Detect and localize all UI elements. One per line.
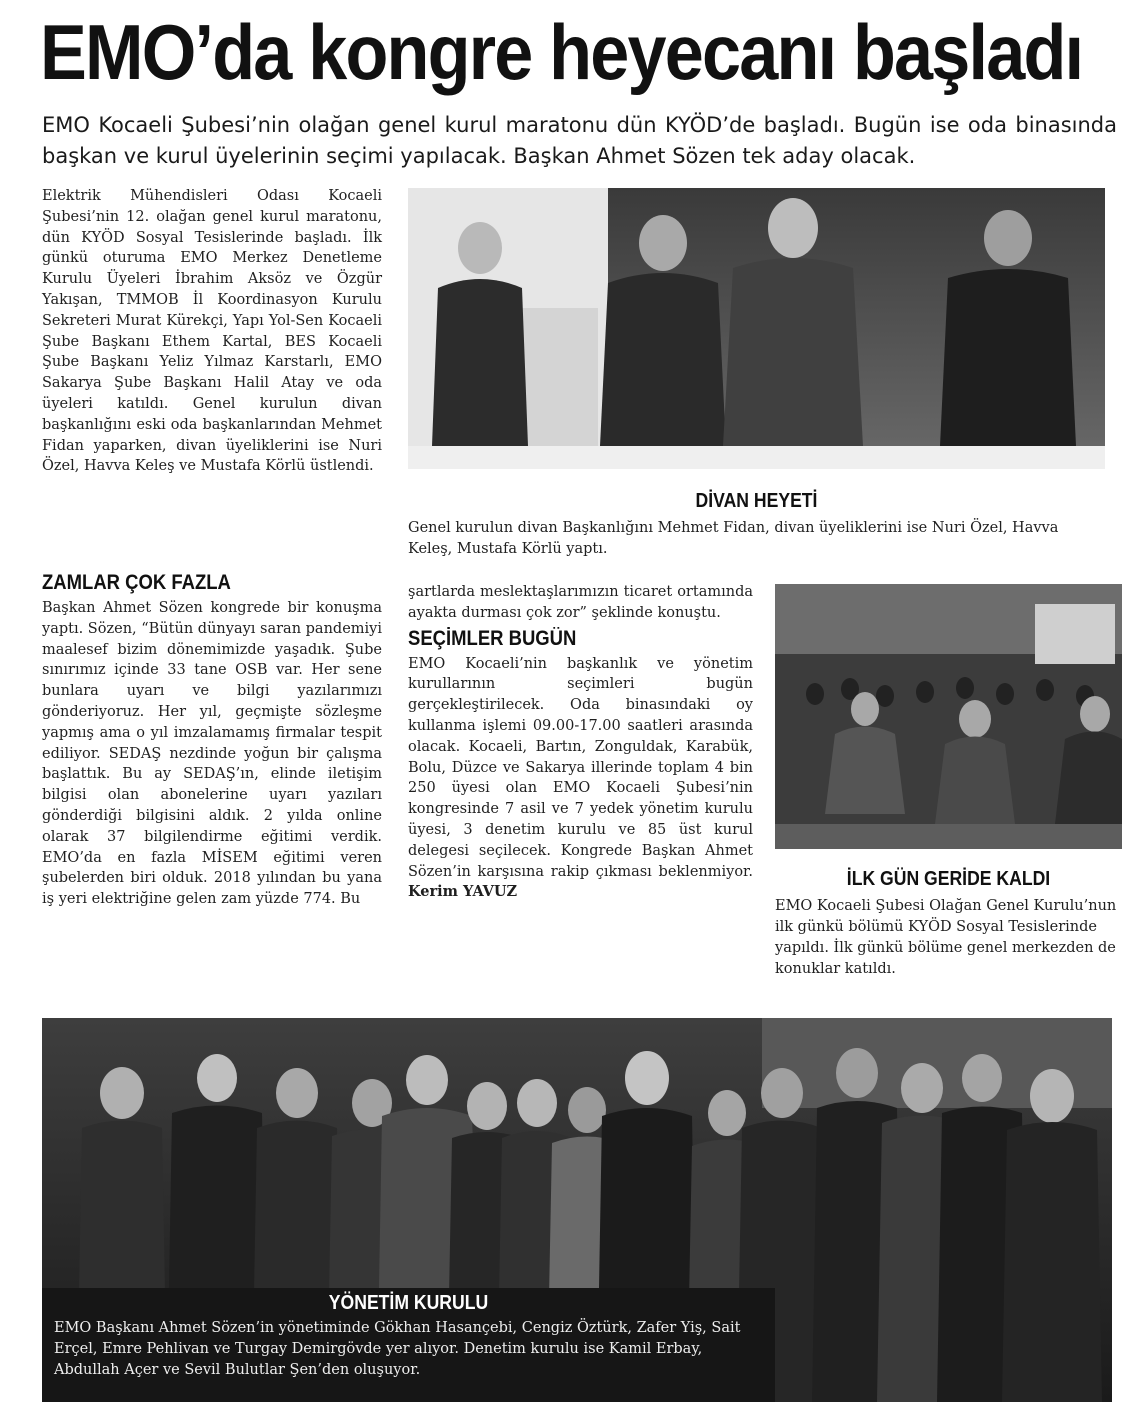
intro-paragraph: Elektrik Mühendisleri Odası Kocaeli Şubesi’nin 12. olağan genel kurul maratonu, dün KYÖD Sosyal Tesislerinde başladı. İlk günkü oturuma EMO Merkez Denetleme Kurulu Üyeleri İbrahim Aksöz ve Özgür Yakışan, TMMOB İl Koordinasyon Kurulu Sekreteri Murat Kürekçi, Yapı Yol-Sen Kocaeli Şube Başkanı Ethem Kartal, BES Kocaeli Şube Başkanı Yeliz Yılmaz Karstarlı, EMO Sakarya Şube Başkanı Halil Atay ve oda üyeleri katıldı. Genel kurulun divan başkanlığını eski oda başkanlarından Mehmet Fidan yaparken, divan üyeliklerini ise Nuri Özel, Havva Keleş ve Mustafa Körlü üstlendi. [42,188,382,475]
section2-title: SEÇİMLER BUGÜN [408,626,577,650]
author-byline: Kerim YAVUZ [408,883,518,901]
lede: EMO Kocaeli Şubesi’nin olağan genel kurul maratonu dün KYÖD’de başladı. Bugün ise oda binasında başkan ve kurul üyelerinin seçimi yapılacak. Başkan Ahmet Sözen tek aday olacak. [42,113,1117,168]
caption-yonetim-text: EMO Başkanı Ahmet Sözen’in yönetiminde Gökhan Hasançebi, Cengiz Öztürk, Zafer Yiş, Sait Erçel, Emre Pehlivan ve Turgay Demirgövde yer alıyor. Denetim kurulu ise Kamil Erbay, Abdullah Açer ve Sevil Bulutlar Şen’den oluşuyor. [54,1320,741,1378]
photo-ilk-gun-image [775,584,1122,849]
caption-ilk-gun [775,866,1122,980]
caption-yonetim-title: YÖNETİM KURULU [328,1292,489,1314]
photo-ilk-gun [775,584,1122,849]
caption-ilk-gun-text: EMO Kocaeli Şubesi Olağan Genel Kurulu’nun ilk günkü bölümü KYÖD Sosyal Tesislerinde yapıldı. İlk günkü bölüme genel merkezden de konuklar katıldı. [775,898,1117,977]
caption-yonetim [42,1288,775,1402]
section2-body: EMO Kocaeli’nin başkanlık ve yönetim kurullarının seçimleri bugün gerçekleştirilecek. Oda binasındaki oy kullanma işlemi 09.00-17.00 saatleri arasında olacak. Kocaeli, Bartın, Zonguldak, Karabük, Bolu, Düzce ve Sakarya illerinde toplam 4 bin 250 üyesi olan EMO Kocaeli Şubesi’nin kongresinde 7 asil ve 7 yedek yönetim kurulu üyesi, 3 denetim kurulu ve 85 üst kurul delegesi seçilecek. Kongrede Başkan Ahmet Sözen’in karşısına rakip çıkması beklenmiyor. [408,655,753,880]
caption-divan-text: Genel kurulun divan Başkanlığını Mehmet Fidan, divan üyeliklerini ise Nuri Özel, Havva Keleş, Mustafa Körlü yaptı. [408,520,1059,557]
caption-ilk-gun-title: İLK GÜN GERİDE KALDI [846,868,1051,890]
section1-text: Başkan Ahmet Sözen kongrede bir konuşma yaptı. Sözen, “Bütün dünyayı saran pandemiyi maalesef bizim dönemimizde yaşadık. Şube sınırımız içinde 33 tane OSB var. Her sene bunlara uyarı ve bilgi yazılarımızı gönderiyoruz. Her yıl, geçmişte sözleşme yapmış ama o yıl imzalamamış firmalar tespit ediliyor. SEDAŞ nezdinde yoğun bir çalışma başlattık. Bu ay SEDAŞ’ın, elinde iletişim bilgisi olan abonelerine uyarı yazıları gönderdiği bilgisini aldık. 2 yılda online olarak 37 bilgilendirme eğitimi verdik. EMO’da en fazla MİSEM eğitimi veren şubelerden biri olduk. 2018 yılından bu yana iş yeri elektriğine gelen zam yüzde 774. Bu [42,600,382,908]
caption-divan-title: DİVAN HEYETİ [695,490,818,512]
section1-title: ZAMLAR ÇOK FAZLA [42,571,231,594]
middle-column [408,582,753,903]
intro-column [42,186,382,477]
section2-text [408,654,753,904]
section1-continued: şartlarda meslektaşlarımızın ticaret ortamında ayakta durması çok zor” şeklinde konuştu. [408,584,753,621]
caption-divan [408,488,1105,560]
section-zamlar [42,570,382,910]
photo-divan-heyeti [408,188,1105,469]
headline: EMO’da kongre heyecanı başladı [40,8,1083,96]
photo-divan-image [408,188,1105,469]
